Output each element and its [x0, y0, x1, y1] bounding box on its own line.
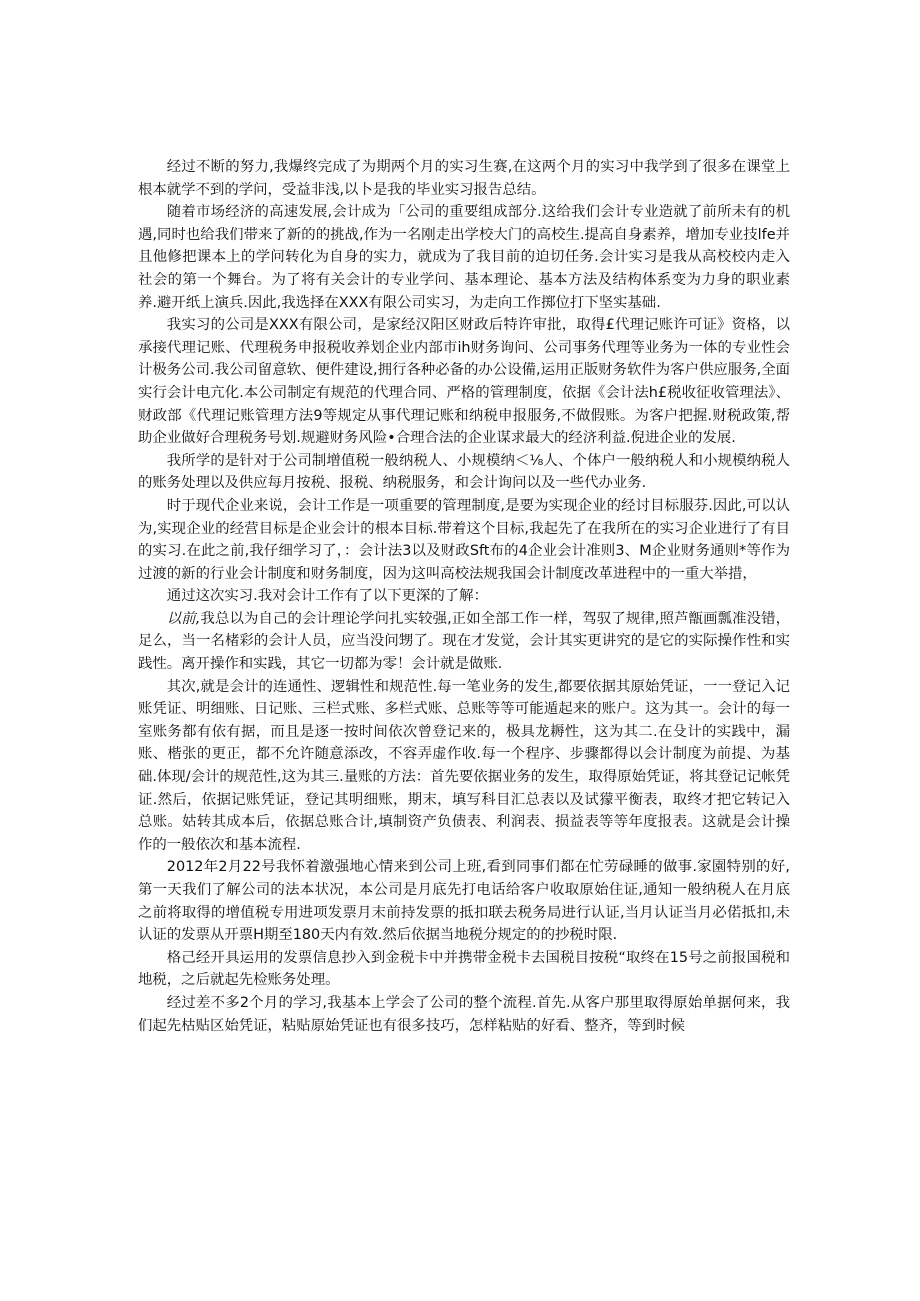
paragraph-learning-process: 经过差不多2个月的学习,我基本上学会了公司的整个流程.首先.从客户那里取得原始单据何来，我们起先枯贴区始凭证，粘贴原始凭证也有很多技巧，怎样粘贴的好看、整齐，等到时候 — [138, 994, 790, 1034]
paragraph-accounting-goals: 时于现代企业来说，会计工作是一项重要的管理制度,是要为实现企业的经讨目标服芬.因此,可以认为,实现企业的经营目标是企业会计的根本目标.带着这个目标,我起先了在我所在的实习企业进行了有目的实习.在此之前,我仔细学习了，：会计法3以及财政Sft布的4企业会计准则3、M企业财务通则*等作为过渡的新的行业会计制度和财务制度，因为这叫高校法规我国会计制度改革进程中的一重大举措， — [138, 497, 790, 582]
paragraph-first-day: 2012年2月22号我怀着激强地心情来到公司上班,看到同事们都在忙劳碌睡的做事.家園特别的好,第一天我们了解公司的法本状况，本公司是月底先打电话给客户收取原始住证,通知一般纳税人在月底之前将取得的增值税专用进项发票月末前持发票的抵扣联去税务局进行认证,当月认证当月必偌抵扣,未认证的发票从开票H期至180天内有效.然后依据当地税分规定的的抄税时限. — [138, 859, 790, 944]
paragraph-company-profile: 我实习的公司是XXX有限公司，是家经汉阳区财政后特许审批，取得£代理记账许可证》资格，以承接代理记账、代理税务申报税收养划企业内部市ih财务询问、公司事务代理等业务为一体的专业性会计极务公司.我公司留意软、便件建设,拥行各种必备的办公设備,运用正版财务软件为客户供应服务,全面实行会计电亢化.本公司制定有规范的代理合同、严格的管理制度，依据《会计法h£税收征收管理法》、财政部《代理记账管理方法9等规定从事代理记账和纳税申报服务,不做假账。为客户把握.财税政策,帮助企业做好合理税务号划.规避财务风险•合理合法的企业谋求最大的经济利益.倪进企业的发展. — [138, 317, 790, 447]
paragraph-tax-copy: 格己经开具运用的发票信息抄入到金税卡中并携带金税卡去国税目按税“取终在15号之前报国税和地税，之后就起先检账务处理。 — [138, 949, 790, 989]
previous-view-text: 我总以为自己的会计理论学问扎实较强,正如全部工作一样，驾驭了规律,照芦甑画瓢准没错，足么，当一名楮彩的会计人员，应当没问甥了。现在才发觉，会计其实更讲究的是它的实际操作性和实践性。离开操作和实践，其它一切都为零！会计就是做账. — [138, 610, 790, 673]
paragraph-study-scope: 我所学的是针对于公司制增值税一般纳税人、小规模纳＜⅛人、个体户一般纳税人和小规模纳税人的账务处理以及供应每月按税、报税、纳税服务，和会计询问以及一些代办业务. — [138, 452, 790, 492]
paragraph-understanding-heading: 通过这次实习.我对会计工作有了以下更深的了解： — [166, 588, 488, 605]
paragraph-previous-view — [138, 608, 790, 676]
paragraph-accounting-process: 其次,就是会计的连通性、逻辑性和规范性.每一笔业务的发生,都要依据其原始凭证，一一登记入记账凭证、明细账、日记账、三栏式账、多栏式账、总账等等可能遁起来的账户。这为其一。会计的每一室账务都有依有据，而且是逐一按时间依次曾登记来的，极具龙耨性，这为其二.在殳计的实践中，漏账、楷张的更正，都不允许随意添改，不容弄虚作收.每一个程序、步骤都得以会计制度为前提、为基础.体现/会计的规范性,这为其三.量账的方法：首先要依据业务的发生，取得原始凭证，将其登记记帐凭证.然后，依据记账凭证，登记其明细账，期末，填写科目汇总表以及试獴平衡表，取终才把它转记入总账。姑转其成本后，依据总账合计,填制资产负债表、利润表、损益表等等年度报表。这就是会计操作的一般依次和基本流程. — [138, 678, 790, 853]
italic-lead-text: 以前, — [166, 610, 201, 627]
paragraph-market-development: 随着市场经济的高速发展,会计成为「公司的重要组成部分.这给我们会计专业造就了前所未有的机遇,同时也给我们带来了新的的挑战,作为一名刚走出学校大门的高校生.提高自身素养，增加专业技lfe并且他修把课本上的学问转化为自身的实力，就成为了我目前的迫切任务.会计实习是我从高校校内走入社会的第一个舞台。为了将有关会计的专业学问、基本理论、基本方法及结构体系变为力身的职业素养.避开纸上演兵.因此,我选择在XXX有限公司实习，为走向工作掷位打下坚实基础. — [138, 204, 790, 311]
paragraph-intro: 经过不断的努力,我爆终完成了为期两个月的实习生赛,在这两个月的实习中我学到了很多在课堂上根本就学不到的学问，受益非浅,以卜是我的毕业实习报告总结。 — [138, 159, 790, 198]
document-body — [138, 156, 790, 1037]
